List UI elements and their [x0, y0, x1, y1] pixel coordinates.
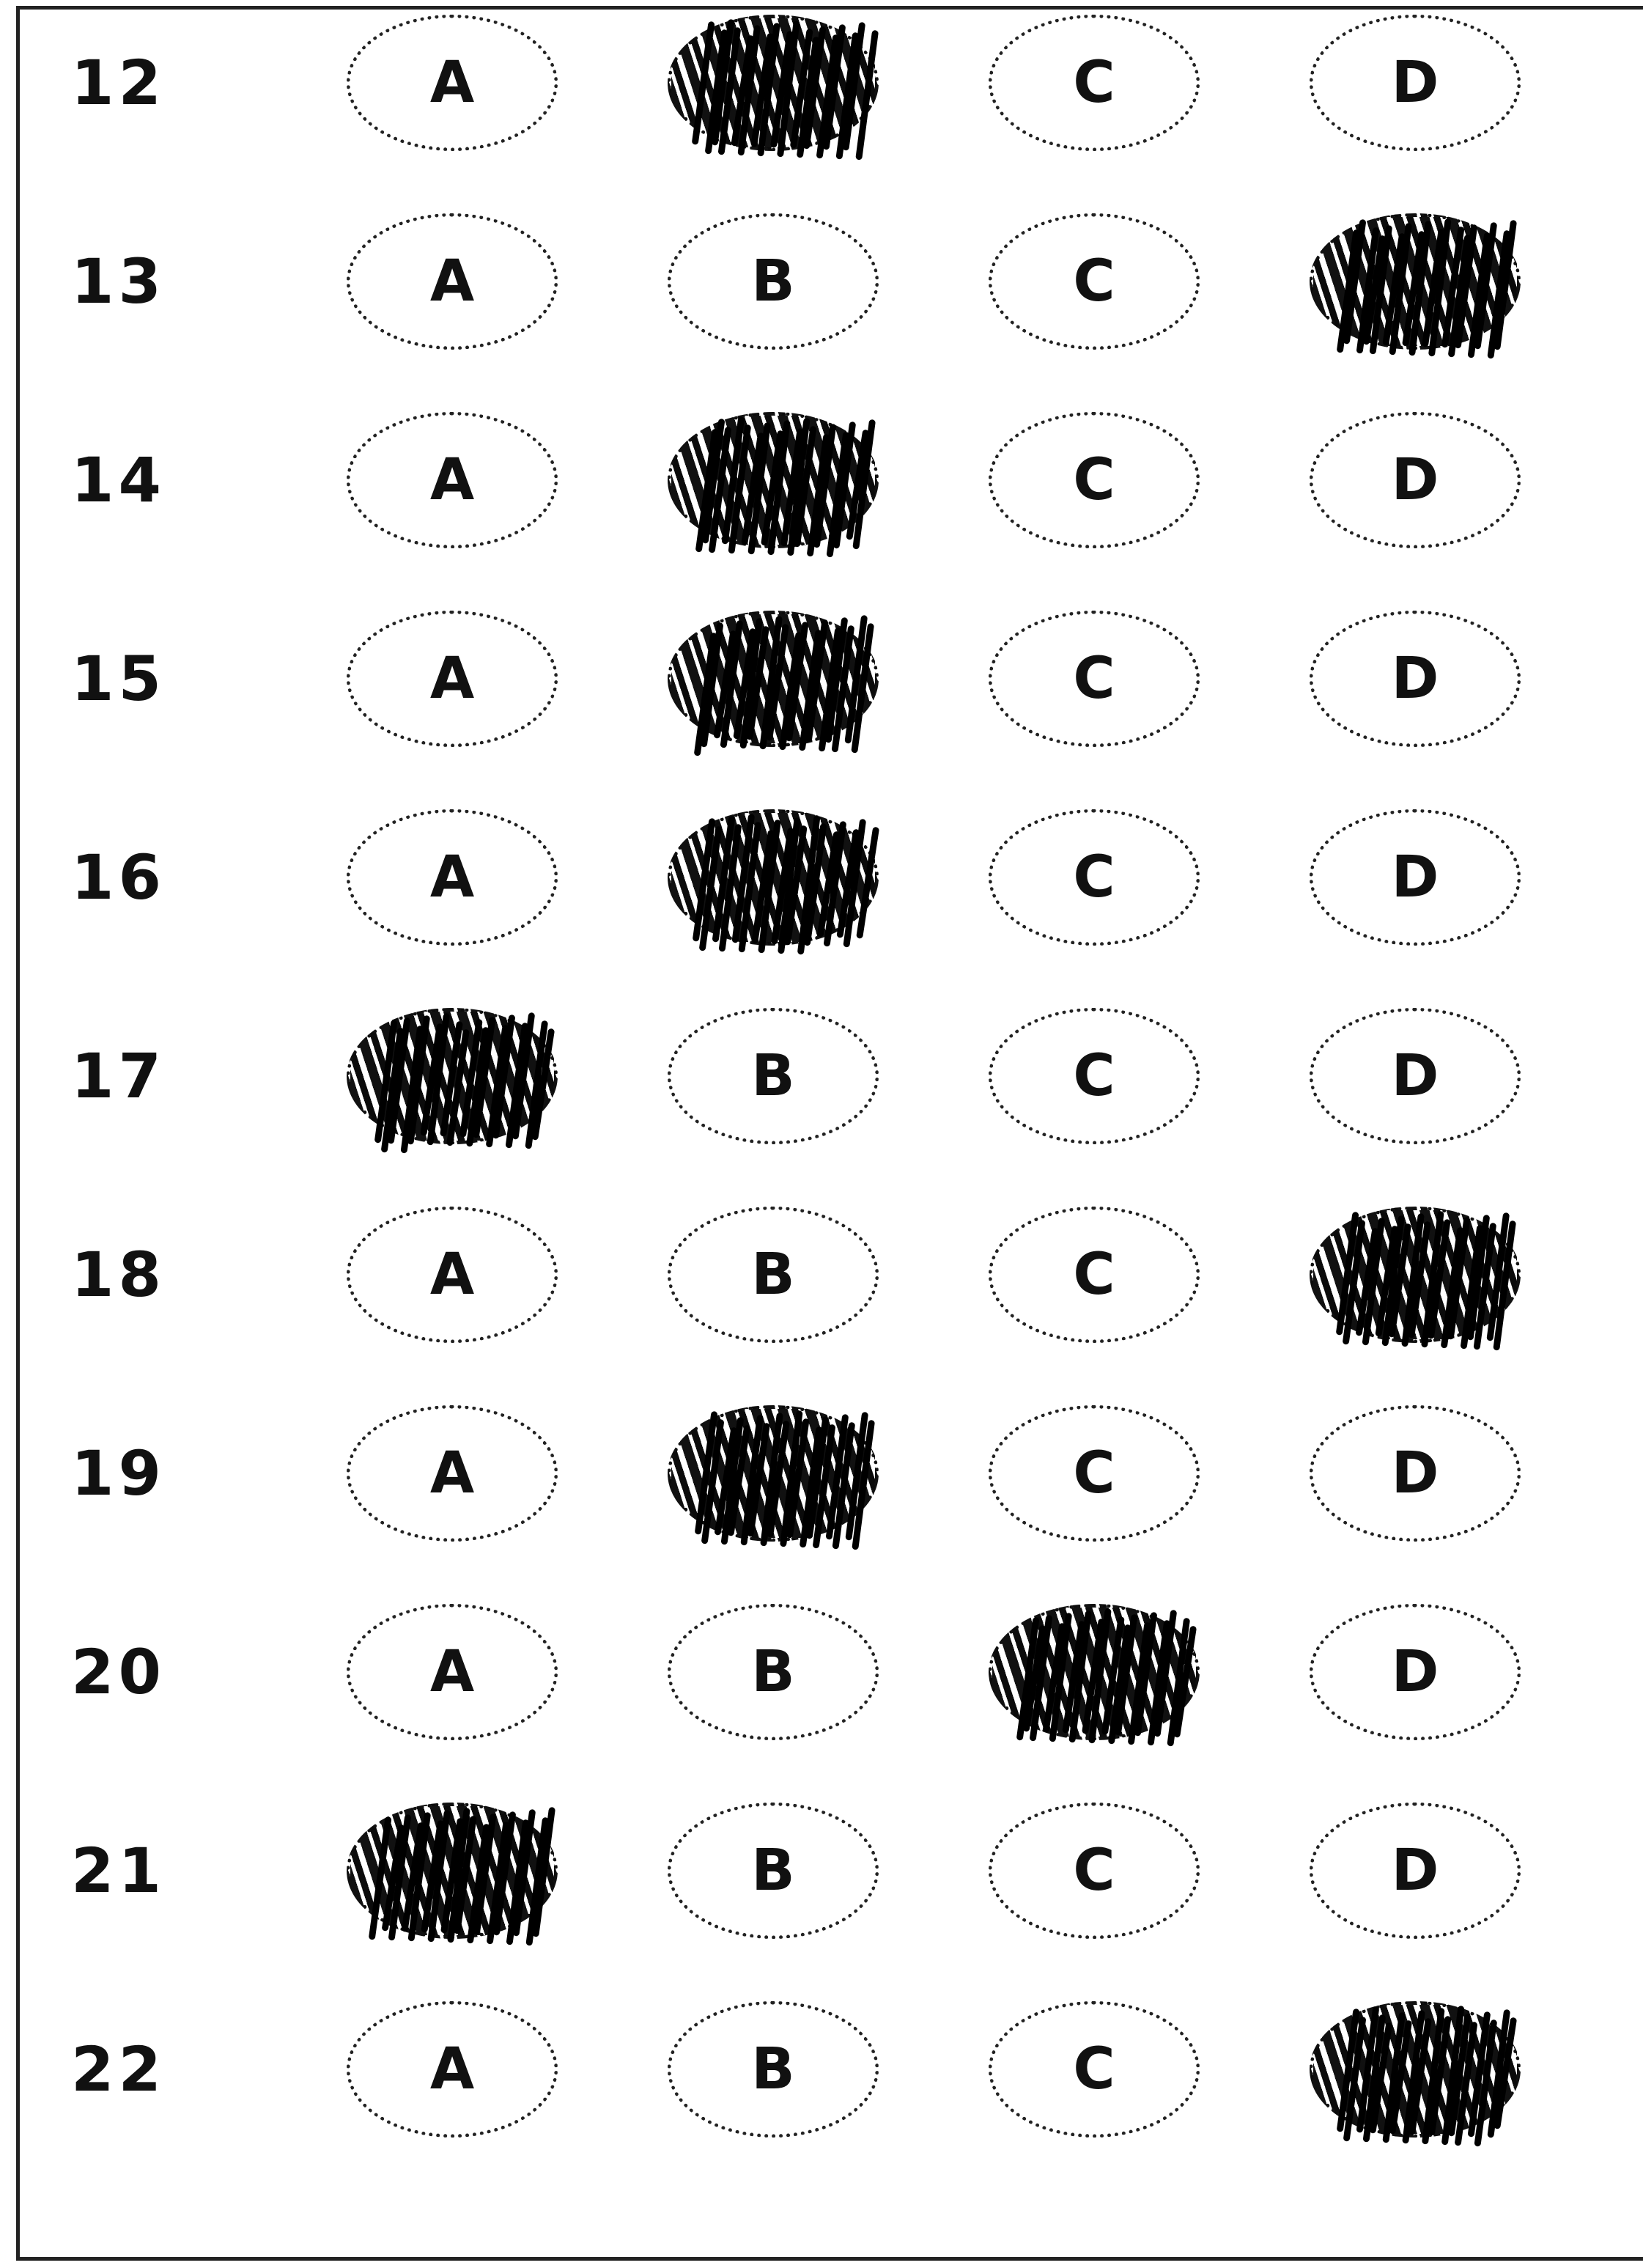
answer-bubble-a[interactable] [347, 611, 558, 747]
bubble-letter: A [429, 2036, 475, 2102]
bubble-letter: C [1073, 1242, 1115, 1308]
answer-bubble-b[interactable] [668, 1803, 879, 1939]
question-number: 14 [71, 444, 166, 516]
question-number: 17 [71, 1040, 166, 1112]
question-row [20, 1797, 1643, 1944]
question-number: 19 [71, 1437, 166, 1509]
answer-bubble-a[interactable] [347, 809, 558, 946]
bubble-letter: A [429, 1242, 475, 1308]
answer-bubble-c[interactable] [989, 611, 1200, 747]
question-number: 18 [71, 1239, 166, 1311]
bubble-letter [751, 650, 794, 707]
answer-bubble-b[interactable] [668, 1008, 879, 1144]
answer-bubble-c[interactable] [989, 1803, 1200, 1939]
bubble-letter: A [429, 1639, 475, 1705]
answer-bubble-c[interactable] [989, 1604, 1200, 1740]
answer-bubble-d[interactable] [1310, 1207, 1521, 1343]
question-number: 13 [71, 246, 166, 317]
answer-bubble-c[interactable] [989, 1207, 1200, 1343]
bubble-letter: C [1073, 646, 1115, 712]
question-row [20, 1400, 1643, 1547]
answer-bubble-d[interactable] [1310, 412, 1521, 548]
bubble-letter: B [751, 2036, 795, 2102]
bubble-letter: C [1073, 2036, 1115, 2102]
bubble-letter: D [1391, 1639, 1439, 1705]
question-number: 21 [71, 1835, 166, 1907]
bubble-letter: C [1073, 1838, 1115, 1904]
answer-bubble-b[interactable] [668, 611, 879, 747]
bubble-letter: A [429, 447, 475, 513]
question-row [20, 1996, 1643, 2143]
answer-bubble-a[interactable] [347, 15, 558, 151]
answer-bubble-c[interactable] [989, 809, 1200, 946]
answer-rows [20, 10, 1643, 2257]
answer-bubble-d[interactable] [1310, 611, 1521, 747]
question-number: 16 [71, 842, 166, 913]
bubble-letter: C [1073, 447, 1115, 513]
answer-bubble-a[interactable] [347, 1803, 558, 1939]
answer-bubble-b[interactable] [668, 213, 879, 350]
answer-bubble-a[interactable] [347, 1008, 558, 1144]
bubble-letter: A [429, 844, 475, 910]
bubble-letter [751, 1445, 794, 1502]
bubble-letter: C [1073, 248, 1115, 314]
answer-bubble-b[interactable] [668, 1207, 879, 1343]
answer-bubble-a[interactable] [347, 1207, 558, 1343]
answer-bubble-d[interactable] [1310, 15, 1521, 151]
answer-bubble-c[interactable] [989, 15, 1200, 151]
answer-bubble-a[interactable] [347, 1405, 558, 1542]
answer-bubble-d[interactable] [1310, 1803, 1521, 1939]
answer-bubble-c[interactable] [989, 1405, 1200, 1542]
question-row [20, 1599, 1643, 1745]
bubble-letter: C [1073, 50, 1115, 116]
answer-bubble-a[interactable] [347, 2001, 558, 2138]
question-number: 12 [71, 47, 166, 119]
answer-bubble-b[interactable] [668, 412, 879, 548]
bubble-letter: A [429, 1440, 475, 1506]
answer-bubble-c[interactable] [989, 1008, 1200, 1144]
question-row [20, 1003, 1643, 1149]
answer-bubble-c[interactable] [989, 412, 1200, 548]
bubble-letter: D [1391, 50, 1439, 116]
bubble-letter: B [751, 1242, 795, 1308]
bubble-letter: B [751, 1639, 795, 1705]
answer-bubble-c[interactable] [989, 213, 1200, 350]
bubble-letter: B [751, 1838, 795, 1904]
bubble-letter: C [1073, 1043, 1115, 1109]
answer-bubble-d[interactable] [1310, 1405, 1521, 1542]
answer-bubble-d[interactable] [1310, 2001, 1521, 2138]
answer-bubble-a[interactable] [347, 1604, 558, 1740]
answer-bubble-b[interactable] [668, 809, 879, 946]
bubble-letter: C [1073, 844, 1115, 910]
bubble-letter [1073, 1643, 1115, 1701]
bubble-letter: D [1391, 1440, 1439, 1506]
bubble-letter [1392, 253, 1439, 310]
bubble-letter: D [1391, 844, 1439, 910]
answer-bubble-b[interactable] [668, 15, 879, 151]
bubble-letter [751, 849, 794, 906]
question-number: 20 [71, 1636, 166, 1708]
question-number: 15 [71, 643, 166, 715]
bubble-letter: D [1391, 646, 1439, 712]
bubble-letter [751, 452, 794, 509]
bubble-letter: A [429, 646, 475, 712]
question-row [20, 407, 1643, 553]
answer-bubble-b[interactable] [668, 1604, 879, 1740]
answer-bubble-a[interactable] [347, 412, 558, 548]
answer-bubble-d[interactable] [1310, 213, 1521, 350]
question-row [20, 10, 1643, 156]
answer-bubble-d[interactable] [1310, 809, 1521, 946]
bubble-letter [430, 1842, 474, 1899]
question-row [20, 804, 1643, 951]
answer-bubble-b[interactable] [668, 1405, 879, 1542]
bubble-letter: D [1391, 447, 1439, 513]
bubble-letter: A [429, 50, 475, 116]
bubble-letter: D [1391, 1043, 1439, 1109]
bubble-letter: A [429, 248, 475, 314]
question-number: 22 [71, 2033, 166, 2105]
answer-bubble-b[interactable] [668, 2001, 879, 2138]
bubble-letter: B [751, 1043, 795, 1109]
question-row [20, 1201, 1643, 1348]
bubble-letter [1392, 2041, 1439, 2098]
answer-bubble-d[interactable] [1310, 1604, 1521, 1740]
answer-bubble-d[interactable] [1310, 1008, 1521, 1144]
bubble-letter [751, 54, 794, 111]
answer-sheet [16, 6, 1643, 2261]
bubble-letter [430, 1048, 474, 1105]
bubble-letter: D [1391, 1838, 1439, 1904]
question-row [20, 208, 1643, 355]
question-row [20, 605, 1643, 752]
bubble-letter: C [1073, 1440, 1115, 1506]
bubble-letter: B [751, 248, 795, 314]
answer-bubble-a[interactable] [347, 213, 558, 350]
bubble-letter [1392, 1246, 1439, 1303]
answer-bubble-c[interactable] [989, 2001, 1200, 2138]
